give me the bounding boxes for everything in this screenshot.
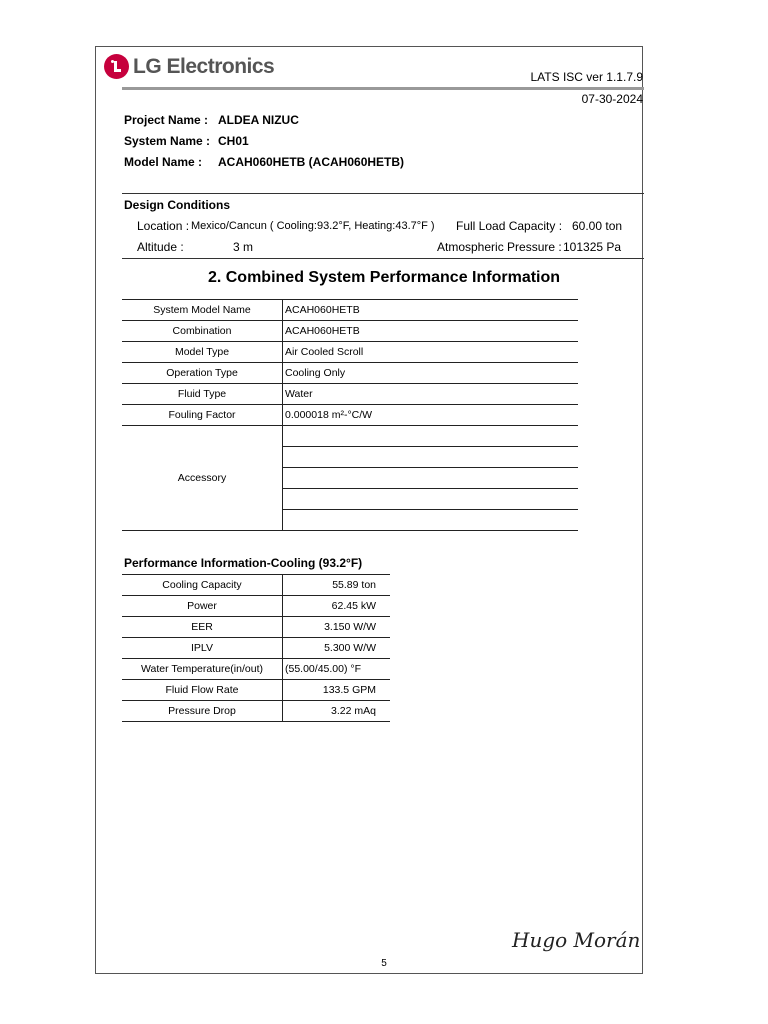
design-conditions-heading: Design Conditions: [124, 198, 230, 212]
perf-key: IPLV: [122, 638, 283, 659]
table-key: Operation Type: [122, 363, 283, 384]
table-value: 0.000018 m²-°C/W: [283, 405, 579, 426]
perf-key: Fluid Flow Rate: [122, 680, 283, 701]
report-date: 07-30-2024: [581, 92, 643, 106]
table-row: [122, 321, 578, 342]
table-key: Combination: [122, 321, 283, 342]
perf-value: 5.300 W/W: [283, 638, 391, 659]
table-row: [122, 596, 390, 617]
table-key: Fluid Type: [122, 384, 283, 405]
altitude-value: 3 m: [233, 240, 254, 254]
table-row: [122, 701, 390, 722]
perf-value: 3.150 W/W: [283, 617, 391, 638]
pressure-label: Atmospheric Pressure :: [437, 240, 562, 254]
perf-value: 3.22 mAq: [283, 701, 391, 722]
system-info-table: [122, 299, 578, 531]
table-key: Model Type: [122, 342, 283, 363]
table-value: Water: [283, 384, 579, 405]
perf-key: Cooling Capacity: [122, 575, 283, 596]
table-value: ACAH060HETB: [283, 300, 579, 321]
table-row: [122, 342, 578, 363]
capacity-label: Full Load Capacity :: [456, 219, 563, 233]
table-value: Air Cooled Scroll: [283, 342, 579, 363]
table-row: [122, 638, 390, 659]
table-row: [122, 363, 578, 384]
divider: [122, 258, 644, 259]
table-row: [122, 617, 390, 638]
signature: Hugo Morán: [512, 928, 641, 952]
table-row: [122, 300, 578, 321]
project-name-value: ALDEA NIZUC: [218, 113, 299, 127]
accessory-slot: [283, 426, 579, 447]
page-number: 5: [381, 958, 387, 969]
performance-heading: Performance Information-Cooling (93.2°F): [124, 556, 363, 570]
table-key: System Model Name: [122, 300, 283, 321]
software-version: LATS ISC ver 1.1.7.9: [530, 70, 643, 84]
table-row: [122, 659, 390, 680]
accessory-row: [122, 426, 578, 447]
divider: [122, 193, 644, 194]
header-divider: [122, 87, 644, 90]
model-name-label: Model Name :: [124, 155, 203, 169]
accessory-slot: [283, 489, 579, 510]
location-value: Mexico/Cancun ( Cooling:93.2°F, Heating:43.7°F ): [191, 220, 435, 232]
pressure-value: 101325 Pa: [563, 240, 622, 254]
perf-key: Pressure Drop: [122, 701, 283, 722]
perf-value: 133.5 GPM: [283, 680, 391, 701]
perf-value: 62.45 kW: [283, 596, 391, 617]
logo-text: LG Electronics: [133, 54, 275, 78]
perf-key: Water Temperature(in/out): [122, 659, 283, 680]
accessory-label: Accessory: [122, 426, 283, 531]
section-title: 2. Combined System Performance Information: [207, 269, 561, 286]
accessory-slot: [283, 510, 579, 531]
table-key: Fouling Factor: [122, 405, 283, 426]
system-name-label: System Name :: [124, 134, 211, 148]
perf-key: EER: [122, 617, 283, 638]
table-value: Cooling Only: [283, 363, 579, 384]
lg-logo: [104, 54, 274, 79]
perf-key: Power: [122, 596, 283, 617]
accessory-slot: [283, 447, 579, 468]
location-label: Location :: [137, 219, 190, 233]
project-name-label: Project Name :: [124, 113, 209, 127]
system-name-value: CH01: [218, 134, 249, 148]
table-value: ACAH060HETB: [283, 321, 579, 342]
table-row: [122, 680, 390, 701]
accessory-slot: [283, 468, 579, 489]
table-row: [122, 405, 578, 426]
table-row: [122, 575, 390, 596]
altitude-label: Altitude :: [137, 240, 184, 254]
perf-value: 55.89 ton: [283, 575, 391, 596]
lg-logo-icon: [104, 54, 129, 79]
table-row: [122, 384, 578, 405]
perf-value: (55.00/45.00) °F: [283, 659, 391, 680]
capacity-value: 60.00 ton: [572, 219, 623, 233]
model-name-value: ACAH060HETB (ACAH060HETB): [218, 155, 405, 169]
performance-table: [122, 574, 390, 722]
